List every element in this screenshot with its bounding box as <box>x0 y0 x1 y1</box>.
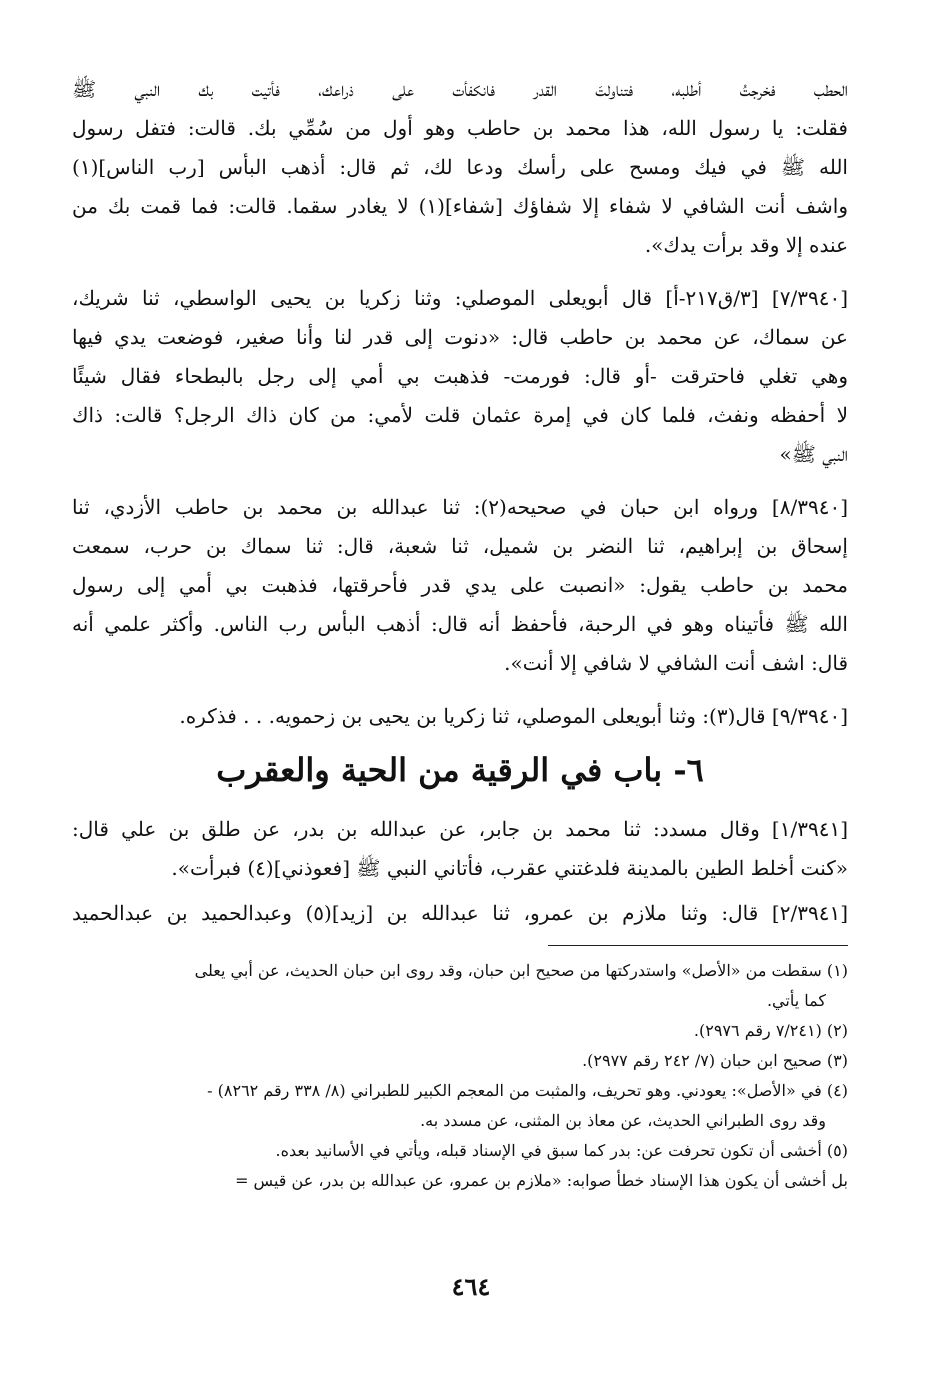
footnotes <box>72 956 848 1196</box>
footnote-line: وقد روى الطبراني الحديث، عن معاذ بن المثنى، عن مسدد به. <box>420 1111 826 1130</box>
footnote-line: (٥) أخشى أن تكون تحرفت عن: بدر كما سبق في الإسناد قبله، ويأتي في الأسانيد بعده. <box>275 1141 848 1160</box>
text-line: الله ﷺ فأتيناه وهو في الرحبة، فأحفظ أنه قال: أذهب البأس رب الناس. وأكثر علمي أنه <box>72 612 848 636</box>
text-line: «كنت أخلط الطين بالمدينة فلدغتني عقرب، فأتاني النبي ﷺ [فعوذني](٤) فبرأت». <box>171 856 848 880</box>
text-line: فقلت: يا رسول الله، هذا محمد بن حاطب وهو أول من سُمِّي بك. قالت: فتفل رسول <box>72 116 848 140</box>
text-line: واشف أنت الشافي لا شفاء إلا شفاؤك [شفاء](١) لا يغادر سقما. قالت: فما قمت بك من <box>72 194 849 218</box>
text-line: [١/٣٩٤١] وقال مسدد: ثنا محمد بن جابر، عن عبدالله بن بدر، عن طلق بن علي قال: <box>72 817 848 841</box>
text-line: [٢/٣٩٤١] قال: وثنا ملازم بن عمرو، ثنا عبدالله بن [زيد](٥) وعبدالحميد بن عبدالحميد <box>72 901 848 925</box>
footnote-line: (١) سقطت من «الأصل» واستدركتها من صحيح ابن حبان، وقد روى ابن حبان الحديث، عن أبي يعلى <box>194 961 848 980</box>
hadith-3940-7 <box>72 279 848 474</box>
text-line: عن سماك، عن محمد بن حاطب قال: «دنوت إلى قدر لنا وأنا صغير، فوضعت يدي فيها <box>72 325 848 349</box>
hadith-3940-9 <box>72 697 848 736</box>
text-line: وهي تغلي فاحترقت -أو قال: فورمت- فذهبت بي أمي إلى رجل بالبطحاء فقال شيئًا <box>72 364 848 388</box>
text-line: لا أحفظه ونفث، فلما كان في إمرة عثمان قلت لأمي: من كان ذاك الرجل؟ قالت: ذاك <box>72 403 848 427</box>
footnote-line: بل أخشى أن يكون هذا الإسناد خطأ صوابه: «ملازم بن عمرو، عن عبدالله بن بدر، عن قيس = <box>235 1171 848 1190</box>
footnote-line: (٣) صحيح ابن حبان (٧/ ٢٤٢ رقم ٢٩٧٧). <box>582 1051 848 1070</box>
text-line: قال: اشف أنت الشافي لا شافي إلا أنت». <box>504 651 848 675</box>
text-line: النبي ﷺ» <box>779 442 848 466</box>
text-line: محمد بن حاطب يقول: «انصبت على يدي قدر فأحرقتها، فذهبت بي أمي إلى رسول <box>72 573 848 597</box>
text-line: [٨/٣٩٤٠] ورواه ابن حبان في صحيحه(٢): ثنا عبدالله بن محمد بن حاطب الأزدي، ثنا <box>72 495 848 519</box>
footnote-divider <box>548 945 848 946</box>
hadith-3940-8 <box>72 488 848 683</box>
footnote-line: (٢) (٧/٢٤١ رقم ٢٩٧٦). <box>693 1021 848 1040</box>
text-line: الحطب فخرجتُ أطلبه، فتناولتَ القدر فانكفأت على ذراعك، فأتيت بك النبي ﷺ <box>72 77 848 101</box>
text-line: الله ﷺ في فيك ومسح على رأسك ودعا لك، ثم قال: أذهب البأس [رب الناس](١) <box>72 155 848 179</box>
page-number: ٤٦٤ <box>451 1272 491 1301</box>
chapter-heading: ٦- باب في الرقية من الحية والعقرب <box>216 751 704 789</box>
text-line: عنده إلا وقد برأت يدك». <box>644 233 848 257</box>
hadith-3941-2 <box>72 894 848 933</box>
text-line: إسحاق بن إبراهيم، ثنا النضر بن شميل، ثنا شعبة، قال: ثنا سماك بن حرب، سمعت <box>72 534 848 558</box>
text-line: [٩/٣٩٤٠] قال(٣): وثنا أبويعلى الموصلي، ثنا زكريا بن يحيى بن زحمويه. . . فذكره. <box>179 704 848 728</box>
footnote-line: كما يأتي. <box>766 991 826 1010</box>
text-line: [٧/٣٩٤٠] [٣/ق٢١٧-أ] قال أبويعلى الموصلي: وثنا زكريا بن يحيى الواسطي، ثنا شريك، <box>72 286 848 310</box>
intro-paragraph <box>72 70 848 265</box>
hadith-3941-1 <box>72 810 848 888</box>
footnote-line: (٤) في «الأصل»: يعودني. وهو تحريف، والمثبت من المعجم الكبير للطبراني (٨/ ٣٣٨ رقم ٨٢٦٢) - <box>207 1081 848 1100</box>
